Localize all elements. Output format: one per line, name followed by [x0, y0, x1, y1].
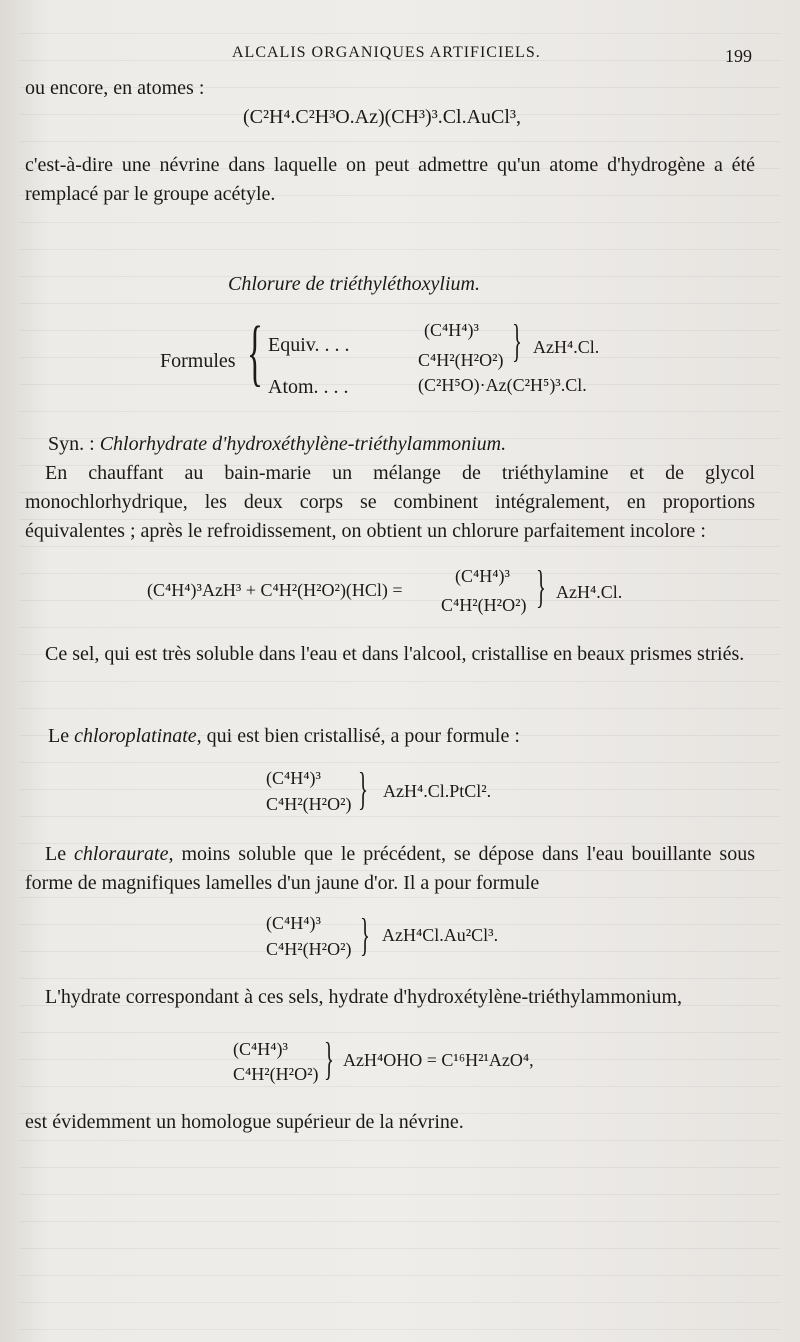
p5-term: chloraurate [74, 843, 169, 865]
equiv-label: Equiv. . . . [268, 334, 350, 356]
reaction-brace: } [536, 561, 546, 612]
f5-result: AzH⁴Cl.Au²Cl³. [382, 925, 499, 945]
equiv-top: (C⁴H⁴)³ [424, 320, 479, 340]
p4-term: chloroplatinate [74, 725, 197, 747]
paragraph-4 [48, 722, 520, 751]
paragraph-1: c'est-à-dire une névrine dans laquelle on peut admettre qu'un atome d'hydrogène a été remplacé par le groupe acétyle. [25, 154, 755, 205]
paragraph-5 [25, 840, 755, 898]
atom-formula: (C²H⁵O)·Az(C²H⁵)³.Cl. [418, 375, 587, 395]
formulas-label: Formules [160, 350, 236, 372]
intro-formula: (C²H⁴.C²H³O.Az)(CH³)³.Cl.AuCl³, [243, 106, 521, 128]
intro-line: ou encore, en atomes : [25, 77, 205, 99]
f4-bottom: C⁴H²(H²O²) [266, 794, 352, 814]
f5-brace: } [360, 909, 370, 960]
reaction-bottom: C⁴H²(H²O²) [441, 595, 527, 615]
p4-after: , qui est bien cristallisé, a pour formule : [196, 725, 520, 747]
syn-line [48, 430, 506, 459]
f5-top: (C⁴H⁴)³ [266, 913, 321, 933]
reaction-left: (C⁴H⁴)³AzH³ + C⁴H²(H²O²)(HCl) = [147, 580, 403, 600]
atom-label: Atom. . . . [268, 376, 349, 398]
reaction-top: (C⁴H⁴)³ [455, 566, 510, 586]
equiv-bottom: C⁴H²(H²O²) [418, 350, 504, 370]
paragraph-3: Ce sel, qui est très soluble dans l'eau et dans l'alcool, cristallise en beaux prismes striés. [45, 643, 745, 665]
f4-top: (C⁴H⁴)³ [266, 768, 321, 788]
p5-after: , moins soluble que le précédent, se dépose dans l'eau bouillante sous forme de magnifiques lamelles d'un jaune d'or. Il a pour formule [25, 843, 755, 894]
running-title: ALCALIS ORGANIQUES ARTIFICIELS. [232, 44, 541, 61]
f6-result: AzH⁴OHO = C¹⁶H²¹AzO⁴, [343, 1050, 534, 1070]
formulas-brace: { [247, 312, 263, 394]
f4-result: AzH⁴.Cl.PtCl². [383, 781, 492, 801]
f6-bottom: C⁴H²(H²O²) [233, 1064, 319, 1084]
f5-bottom: C⁴H²(H²O²) [266, 939, 352, 959]
syn-name: Chlorhydrate d'hydroxéthylène-triéthylammonium. [99, 433, 507, 455]
f6-top: (C⁴H⁴)³ [233, 1039, 288, 1059]
p4-before: Le [48, 725, 75, 747]
equiv-result: AzH⁴.Cl. [533, 337, 600, 357]
section-title: Chlorure de triéthyléthoxylium. [228, 273, 480, 295]
f4-brace: } [358, 763, 368, 814]
paragraph-6: L'hydrate correspondant à ces sels, hydrate d'hydroxétylène-triéthylammonium, [45, 986, 683, 1008]
paragraph-2: En chauffant au bain-marie un mélange de triéthylamine et de glycol monochlorhydrique, les deux corps se combinent intégralement, en proportions équivalentes ; après le refroidissement, on obtient un chlorure parfaitement incolore : [25, 462, 755, 542]
reaction-result: AzH⁴.Cl. [556, 582, 623, 602]
equiv-brace: } [512, 315, 522, 366]
syn-prefix: Syn. : [48, 433, 95, 455]
p5-before: Le [45, 843, 75, 865]
page-number: 199 [725, 46, 752, 66]
paragraph-7: est évidemment un homologue supérieur de la névrine. [25, 1111, 464, 1133]
f6-brace: } [324, 1033, 334, 1084]
